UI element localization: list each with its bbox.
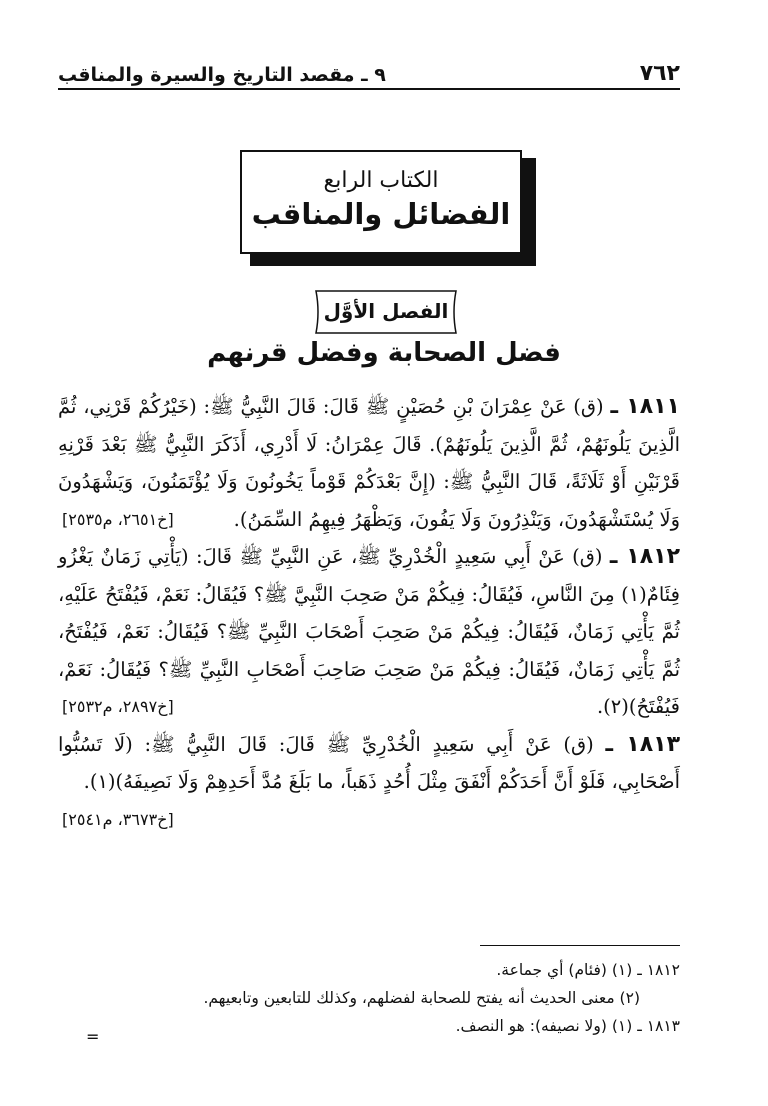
chapter-frame (306, 287, 466, 337)
page-header (58, 50, 680, 86)
hadith-number: ١٨١١ ـ (610, 394, 680, 419)
hadith-reference: [خ٣٦٧٣، م٢٥٤١] (62, 809, 174, 829)
hadith-1813 (58, 726, 680, 829)
section-title: فضل الصحابة وفضل قرنهم (207, 338, 561, 368)
hadith-text: (ق) عَنْ عِمْرَانَ بْنِ حُصَيْنٍ ﷺ قَالَ: قَالَ النَّبِيُّ ﷺ: (خَيْرُكُمْ قَرْنِي، ثُمَّ الَّذِينَ يَلُونَهُمْ، ثُمَّ الَّذِينَ يَلُونَهُمْ). قَالَ عِمْرَانُ: لَا أَدْرِي، أَذَكَرَ النَّبِيُّ ﷺ بَعْدَ قَرْنِهِ قَرْنَيْنِ أَوْ ثَلَاثَةً، قَالَ النَّبِيُّ ﷺ: (إِنَّ بَعْدَكُمْ قَوْماً يَخُونُونَ وَلَا يُؤْتَمَنُونَ، وَيَشْهَدُونَ وَلَا يُسْتَشْهَدُونَ، وَيَنْذِرُونَ وَلَا يَفُونَ، وَيَظْهَرُ فِيهِمُ السِّمَنُ). (58, 395, 680, 531)
footnote: ١٨١٢ ـ (١) (فئام) أي جماعة. (496, 961, 680, 979)
book-title-box (240, 150, 522, 254)
page-number: ٧٦٢ (639, 61, 680, 86)
hadith-list (58, 388, 680, 838)
hadith-1811 (58, 388, 680, 538)
hadith-text: (ق) عَنْ أَبِي سَعِيدٍ الْخُدْرِيِّ ﷺ، عَنِ النَّبِيِّ ﷺ قَالَ: (يَأْتِي زَمَانٌ يَغْزُو فِئَامٌ(١) مِنَ النَّاسِ، فَيُقَالُ: فِيكُمْ مَنْ صَحِبَ النَّبِيَّ ﷺ؟ فَيُقَالُ: نَعَمْ، فَيُفْتَحُ عَلَيْهِ، ثُمَّ يَأْتِي زَمَانٌ، فَيُقَالُ: فِيكُمْ مَنْ صَحِبَ أَصْحَابَ النَّبِيِّ ﷺ؟ فَيُقَالُ: نَعَمْ، فَيُفْتَحُ، ثُمَّ يَأْتِي زَمَانٌ، فَيُقَالُ: فِيكُمْ مَنْ صَحِبَ صَاحِبَ أَصْحَابِ النَّبِيِّ ﷺ؟ فَيُقَالُ: نَعَمْ، فَيُفْتَحُ)(٢). (58, 545, 680, 718)
hadith-1812 (58, 538, 680, 726)
book-name: الكتاب الرابع (323, 168, 439, 193)
footnote: (٢) معنى الحديث أنه يفتح للصحابة لفضلهم، وكذلك للتابعين وتابعيهم. (203, 989, 640, 1007)
footnotes (58, 956, 680, 1040)
header-rule (58, 88, 680, 90)
hadith-number: ١٨١٣ ـ (605, 731, 680, 757)
chapter-label: الفصل الأوَّل (323, 299, 449, 323)
hadith-number: ١٨١٢ ـ (609, 544, 681, 569)
footnote-rule (480, 945, 680, 946)
hadith-reference: [خ٢٨٩٧، م٢٥٣٢] (62, 697, 174, 716)
book-subject: الفضائل والمناقب (251, 197, 511, 231)
footnote: ١٨١٣ ـ (١) (ولا نصيفه): هو النصف. (455, 1017, 680, 1035)
hadith-text: (ق) عَنْ أَبِي سَعِيدٍ الْخُدْرِيِّ ﷺ قَالَ: قَالَ النَّبِيُّ ﷺ: (لَا تَسُبُّوا أَصْحَابِي، فَلَوْ أَنَّ أَحَدَكُمْ أَنْفَقَ مِثْلَ أُحُدٍ ذَهَباً، ما بَلَغَ مُدَّ أَحَدِهِمْ وَلَا نَصِيفَهُ)(١). (58, 732, 680, 793)
continuation-mark: = (86, 1027, 100, 1046)
running-title: ٩ ـ مقصد التاريخ والسيرة والمناقب (58, 64, 386, 86)
hadith-reference: [خ٢٦٥١، م٢٥٣٥] (62, 509, 174, 529)
